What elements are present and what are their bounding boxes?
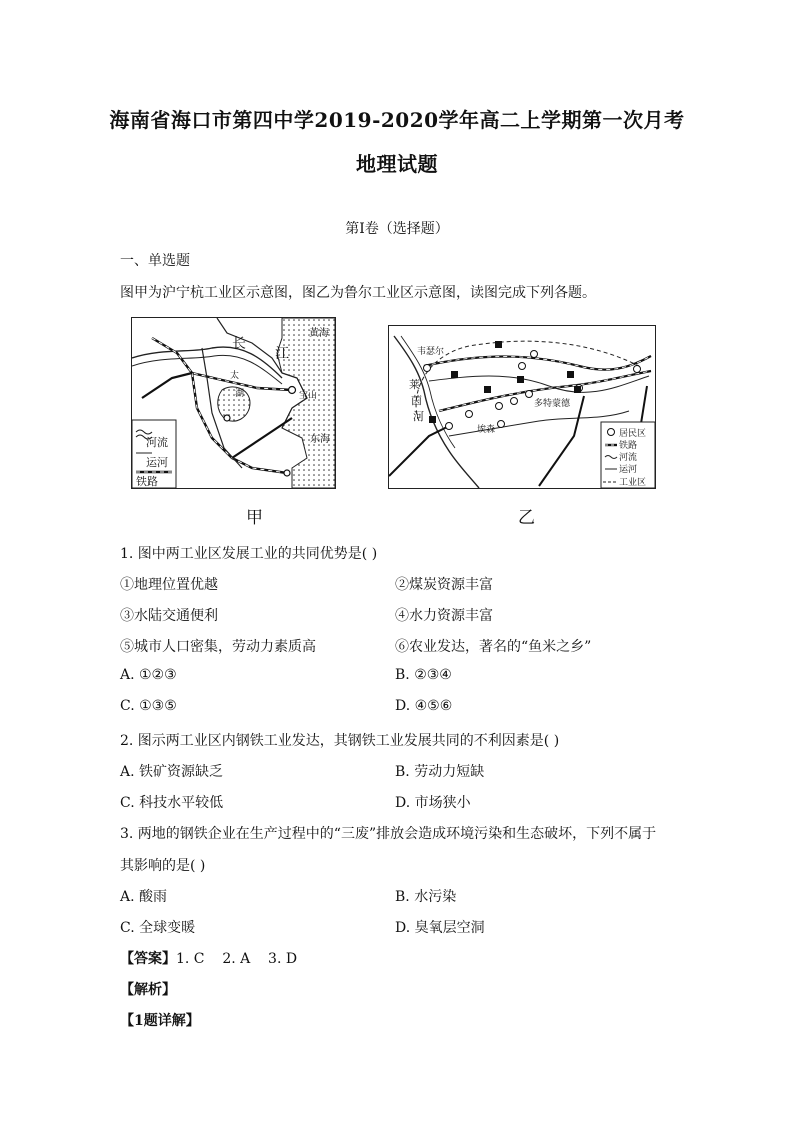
- map-figure-yi: [388, 325, 656, 489]
- q1-statement-6: ⑥农业发达，著名的“鱼米之乡”: [395, 639, 592, 655]
- legend-residential: 居民区: [619, 429, 647, 439]
- q1-statement-4: ④水力资源丰富: [395, 608, 493, 624]
- q1-option-a[interactable]: A. ①②③: [120, 667, 177, 683]
- q3-option-a[interactable]: A. 酸雨: [120, 889, 168, 905]
- label-city3: 埃森: [477, 425, 496, 435]
- q2-option-d[interactable]: D. 市场狭小: [395, 795, 471, 811]
- label-chang: 长: [232, 336, 246, 352]
- document-subtitle: 地理试题: [356, 152, 438, 176]
- answer-text: 1. C 2. A 3. D: [176, 951, 298, 967]
- q2-option-b[interactable]: B. 劳动力短缺: [395, 764, 485, 780]
- label-tai: 太: [230, 371, 240, 381]
- label-baoshan: 宝山: [299, 391, 318, 401]
- figure-yi-caption: 乙: [518, 508, 535, 528]
- legend-river-yi: 河流: [619, 453, 638, 463]
- legend-railway-jia: 铁路: [136, 475, 158, 488]
- q1-option-b[interactable]: B. ②③④: [395, 667, 452, 683]
- legend-industrial: 工业区: [619, 478, 647, 488]
- q3-option-d[interactable]: D. 臭氧层空洞: [395, 920, 485, 936]
- analysis-sub-label: 【1题详解】: [120, 1013, 200, 1029]
- legend-canal-yi: 运河: [619, 465, 638, 475]
- q1-statement-1: ①地理位置优越: [120, 577, 218, 593]
- intro-text: 图甲为沪宁杭工业区示意图，图乙为鲁尔工业区示意图，读图完成下列各题。: [120, 285, 596, 301]
- question-2-stem: 2. 图示两工业区内钢铁工业发达，其钢铁工业发展共同的不利因素是( ): [120, 733, 560, 749]
- label-river-he: 河: [413, 410, 424, 423]
- q3-option-b[interactable]: B. 水污染: [395, 889, 457, 905]
- answer-line: [120, 948, 297, 968]
- label-river-yin: 茵: [411, 394, 422, 407]
- answer-label: 【答案】: [120, 951, 176, 967]
- volume-label: 第I卷（选择题）: [345, 221, 449, 237]
- question-1-stem: 1. 图中两工业区发展工业的共同优势是( ): [120, 546, 378, 562]
- q1-statement-2: ②煤炭资源丰富: [395, 577, 493, 593]
- label-city1: 韦瑟尔: [417, 347, 445, 357]
- q3-option-c[interactable]: C. 全球变暖: [120, 920, 196, 936]
- map-figure-jia: [131, 317, 336, 489]
- q1-statement-5: ⑤城市人口密集，劳动力素质高: [120, 639, 316, 655]
- map-yi-graphic: [389, 326, 655, 488]
- part-label: 一、单选题: [120, 253, 190, 269]
- document-title: 海南省海口市第四中学2019-2020学年高二上学期第一次月考: [109, 108, 685, 132]
- legend-river-jia: 河流: [146, 436, 168, 449]
- q1-statement-3: ③水陆交通便利: [120, 608, 218, 624]
- question-3-stem-line2: 其影响的是( ): [120, 858, 206, 874]
- q1-option-c[interactable]: C. ①③⑤: [120, 698, 177, 714]
- q2-option-c[interactable]: C. 科技水平较低: [120, 795, 224, 811]
- q1-option-d[interactable]: D. ④⑤⑥: [395, 698, 453, 714]
- figure-jia-caption: 甲: [246, 508, 263, 528]
- q2-option-a[interactable]: A. 铁矿资源缺乏: [120, 764, 224, 780]
- analysis-label: 【解析】: [120, 982, 176, 998]
- legend-railway-yi: 铁路: [619, 441, 638, 451]
- label-river-lai: 莱: [409, 378, 420, 391]
- legend-canal-jia: 运河: [146, 456, 168, 469]
- label-city2: 多特蒙德: [534, 399, 571, 409]
- label-hu: 湖: [235, 389, 245, 399]
- question-3-stem-line1: 3. 两地的钢铁企业在生产过程中的“三废”排放会造成环境污染和生态破坏，下列不属于: [120, 826, 657, 842]
- map-jia-graphic: [132, 318, 335, 488]
- label-huanghai: 黄海: [309, 328, 329, 339]
- label-jiang: 江: [275, 346, 289, 362]
- label-donghai: 东海: [310, 434, 330, 445]
